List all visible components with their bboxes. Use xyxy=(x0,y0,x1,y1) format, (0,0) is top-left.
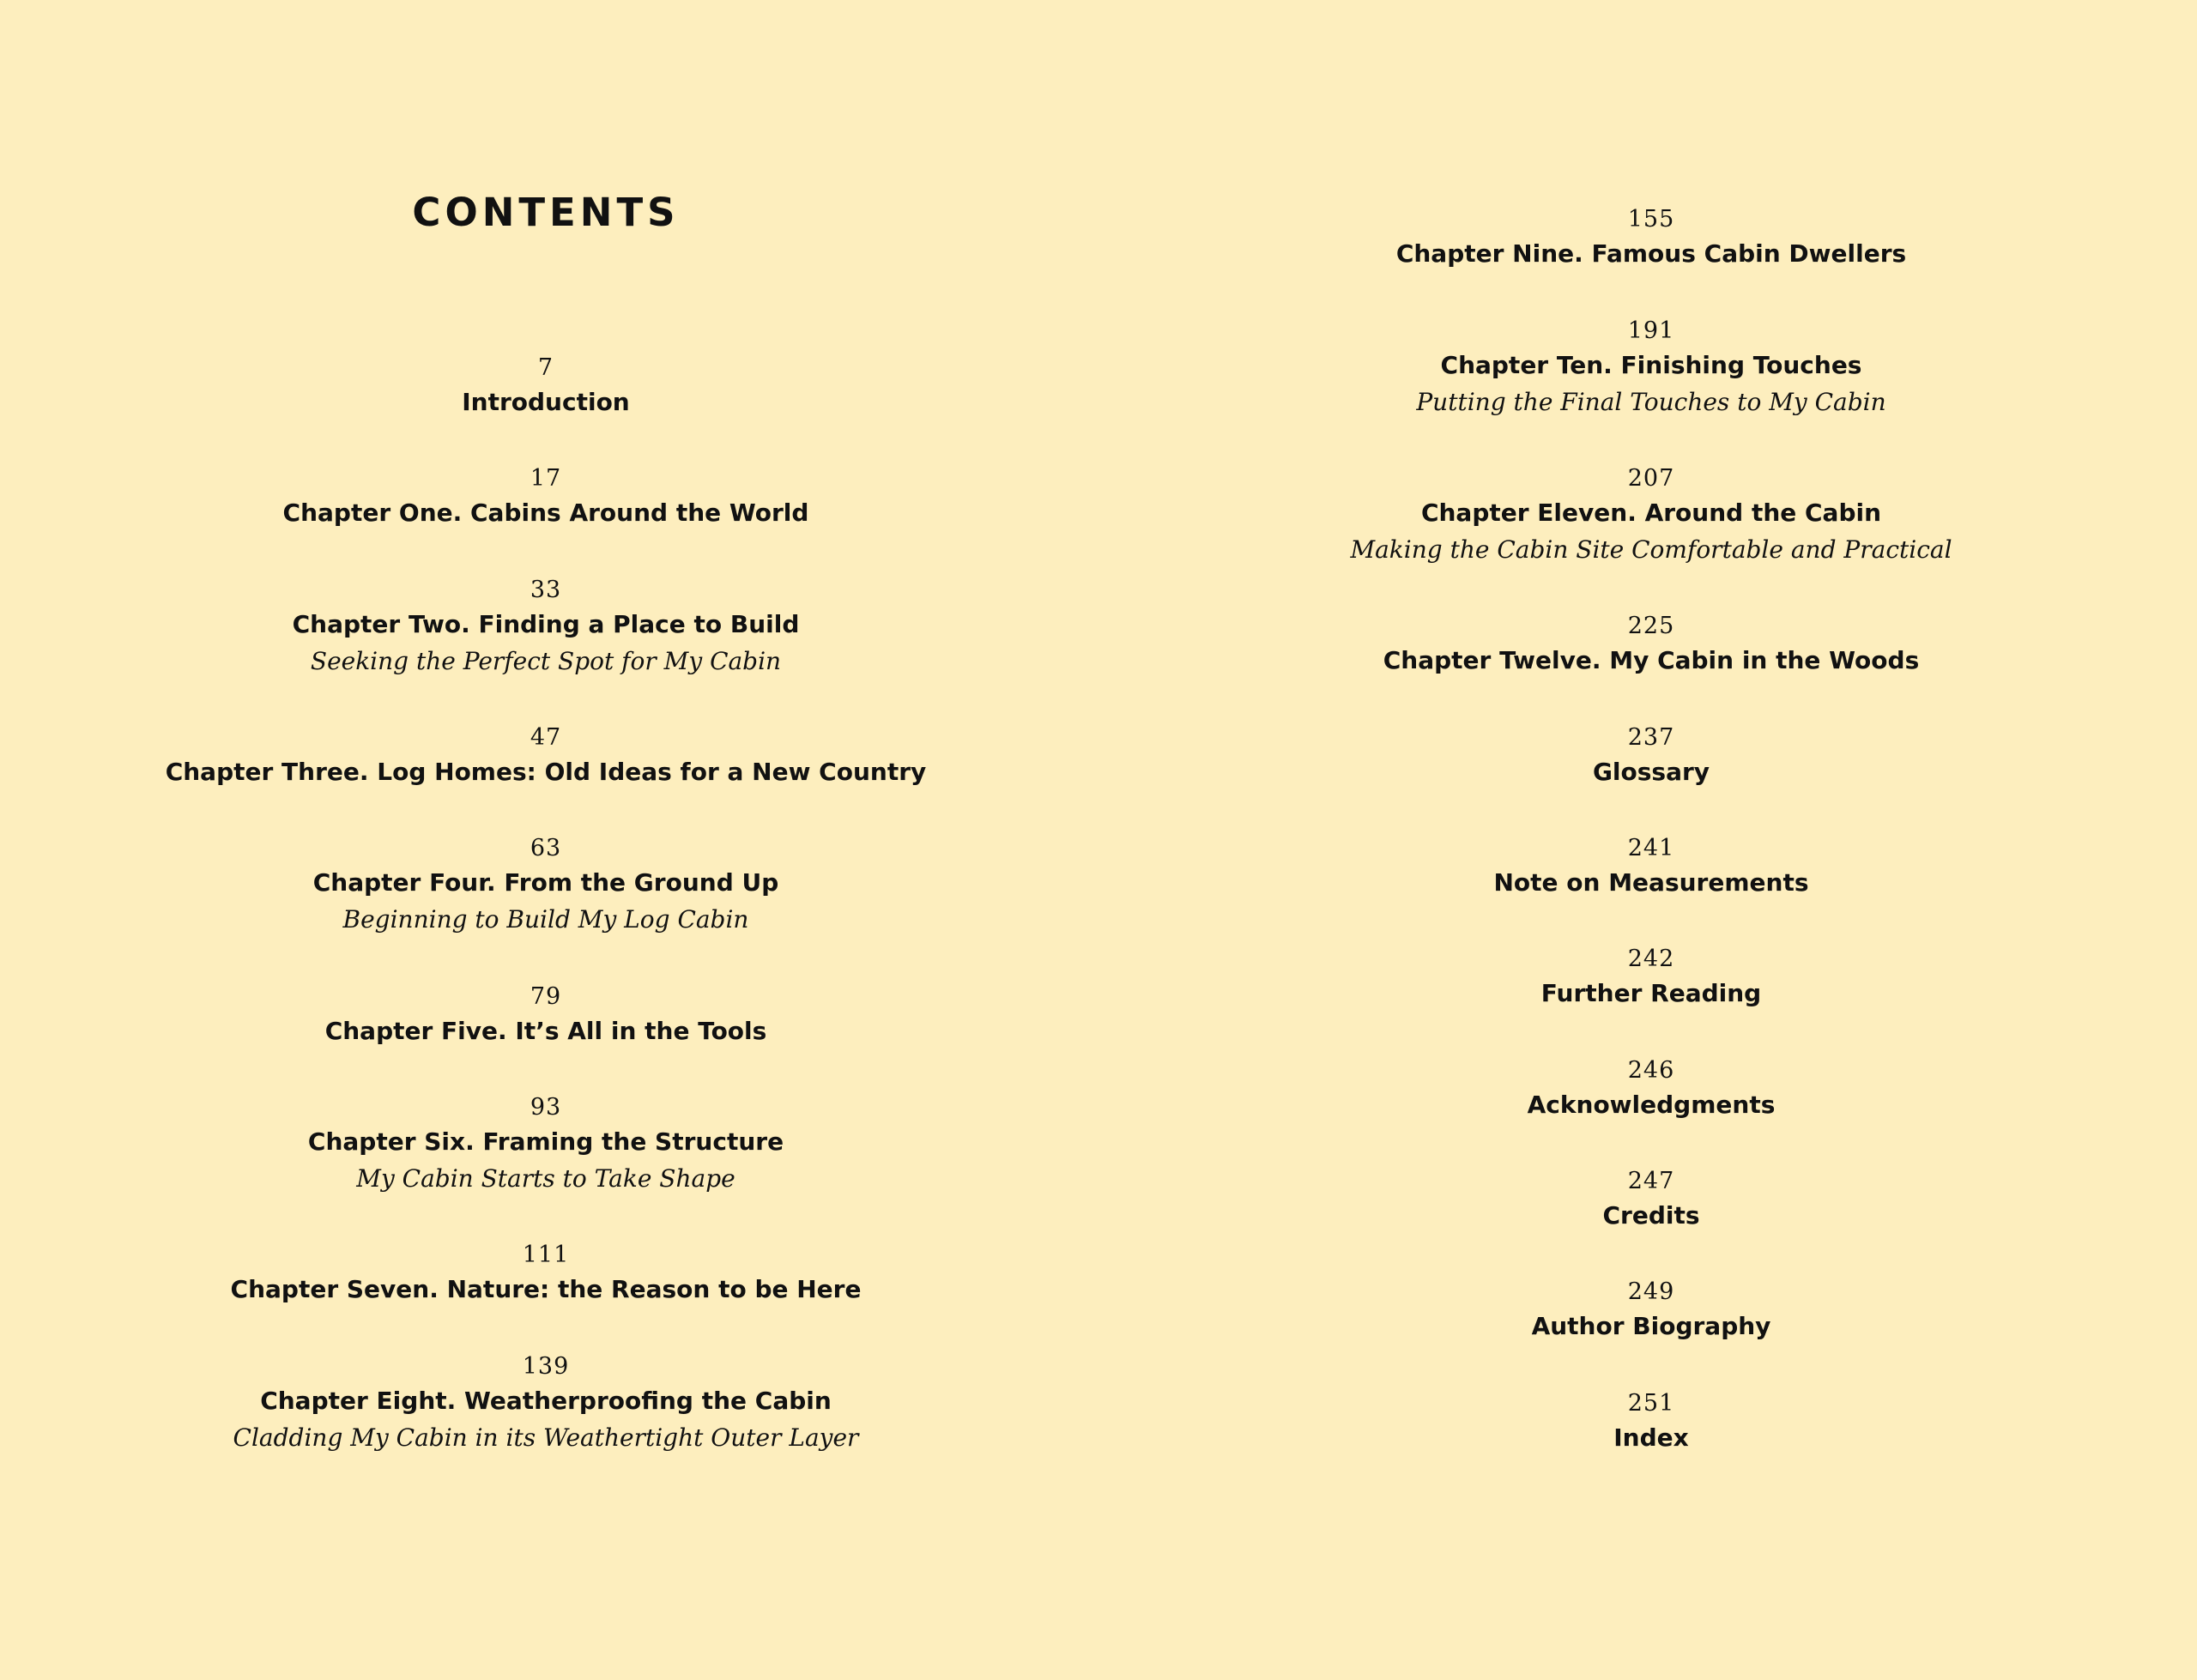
toc-entry-chapter-seven[interactable] xyxy=(117,1241,975,1309)
toc-title: Introduction xyxy=(462,388,630,416)
toc-title: Chapter Nine. Famous Cabin Dwellers xyxy=(1395,239,1907,268)
toc-title: Chapter Four. From the Ground Up xyxy=(312,868,779,897)
toc-page-number: 63 xyxy=(530,835,562,861)
toc-entry-chapter-one[interactable] xyxy=(117,464,975,533)
toc-page-number: 237 xyxy=(1627,724,1675,751)
toc-page-number: 241 xyxy=(1627,835,1675,861)
toc-subtitle: Making the Cabin Site Comfortable and Practical xyxy=(1350,535,1952,564)
toc-title: Acknowledgments xyxy=(1527,1091,1776,1119)
toc-subtitle: My Cabin Starts to Take Shape xyxy=(356,1164,735,1193)
toc-entry-chapter-ten[interactable] xyxy=(1222,317,2080,420)
toc-entry-chapter-four[interactable] xyxy=(117,834,975,937)
toc-entry-chapter-nine[interactable] xyxy=(1222,205,2080,274)
toc-entry-glossary[interactable] xyxy=(1222,723,2080,792)
toc-page-number: 17 xyxy=(530,465,562,492)
toc-title: Chapter Two. Finding a Place to Build xyxy=(292,610,800,638)
toc-entry-chapter-five[interactable] xyxy=(117,982,975,1051)
toc-entry-acknowledgments[interactable] xyxy=(1222,1056,2080,1125)
toc-entry-index[interactable] xyxy=(1222,1389,2080,1458)
contents-heading: CONTENTS xyxy=(412,190,680,235)
toc-page-number: 207 xyxy=(1627,465,1675,492)
toc-title: Chapter Eight. Weatherproofing the Cabin xyxy=(260,1387,832,1415)
toc-title: Author Biography xyxy=(1531,1312,1771,1340)
toc-title: Chapter Eleven. Around the Cabin xyxy=(1420,499,1882,527)
toc-page-number: 246 xyxy=(1627,1057,1675,1084)
toc-title: Chapter One. Cabins Around the World xyxy=(282,499,809,527)
toc-page-number: 251 xyxy=(1627,1390,1675,1417)
toc-entry-note-on-measurements[interactable] xyxy=(1222,834,2080,903)
toc-title: Chapter Three. Log Homes: Old Ideas for a New Country xyxy=(165,758,927,786)
toc-page-number: 93 xyxy=(530,1094,562,1121)
toc-entry-chapter-three[interactable] xyxy=(117,723,975,792)
toc-page-number: 247 xyxy=(1627,1168,1675,1194)
toc-page-number: 225 xyxy=(1627,613,1675,639)
toc-subtitle: Putting the Final Touches to My Cabin xyxy=(1416,388,1886,416)
toc-entry-introduction[interactable] xyxy=(117,354,975,422)
toc-page-number: 111 xyxy=(522,1242,570,1268)
toc-page-number: 191 xyxy=(1627,317,1675,344)
toc-subtitle: Beginning to Build My Log Cabin xyxy=(342,905,749,934)
toc-title: Chapter Five. It’s All in the Tools xyxy=(324,1017,767,1045)
toc-page-number: 7 xyxy=(537,354,554,381)
toc-title: Chapter Six. Framing the Structure xyxy=(307,1127,784,1156)
toc-title: Glossary xyxy=(1592,758,1710,786)
toc-title: Further Reading xyxy=(1540,979,1762,1007)
toc-subtitle: Seeking the Perfect Spot for My Cabin xyxy=(310,647,782,675)
toc-title: Note on Measurements xyxy=(1493,868,1809,897)
toc-subtitle: Cladding My Cabin in its Weathertight Outer Layer xyxy=(233,1423,859,1452)
toc-entry-author-biography[interactable] xyxy=(1222,1278,2080,1346)
toc-entry-further-reading[interactable] xyxy=(1222,945,2080,1013)
toc-page-number: 249 xyxy=(1627,1278,1675,1305)
toc-page-number: 242 xyxy=(1627,946,1675,972)
toc-page-number: 79 xyxy=(530,983,562,1010)
toc-page-number: 47 xyxy=(530,724,562,751)
toc-title: Credits xyxy=(1602,1201,1700,1230)
toc-page-number: 139 xyxy=(522,1353,570,1380)
toc-title: Index xyxy=(1613,1423,1689,1452)
toc-entry-chapter-eleven[interactable] xyxy=(1222,464,2080,567)
toc-title: Chapter Twelve. My Cabin in the Woods xyxy=(1383,646,1920,674)
toc-page-number: 33 xyxy=(530,577,562,603)
toc-entry-chapter-six[interactable] xyxy=(117,1093,975,1196)
toc-entry-chapter-two[interactable] xyxy=(117,576,975,679)
toc-entry-chapter-eight[interactable] xyxy=(117,1352,975,1455)
toc-title: Chapter Seven. Nature: the Reason to be Here xyxy=(230,1275,862,1303)
toc-entry-credits[interactable] xyxy=(1222,1167,2080,1236)
toc-title: Chapter Ten. Finishing Touches xyxy=(1440,351,1862,379)
toc-entry-chapter-twelve[interactable] xyxy=(1222,612,2080,680)
toc-page-number: 155 xyxy=(1627,206,1675,233)
